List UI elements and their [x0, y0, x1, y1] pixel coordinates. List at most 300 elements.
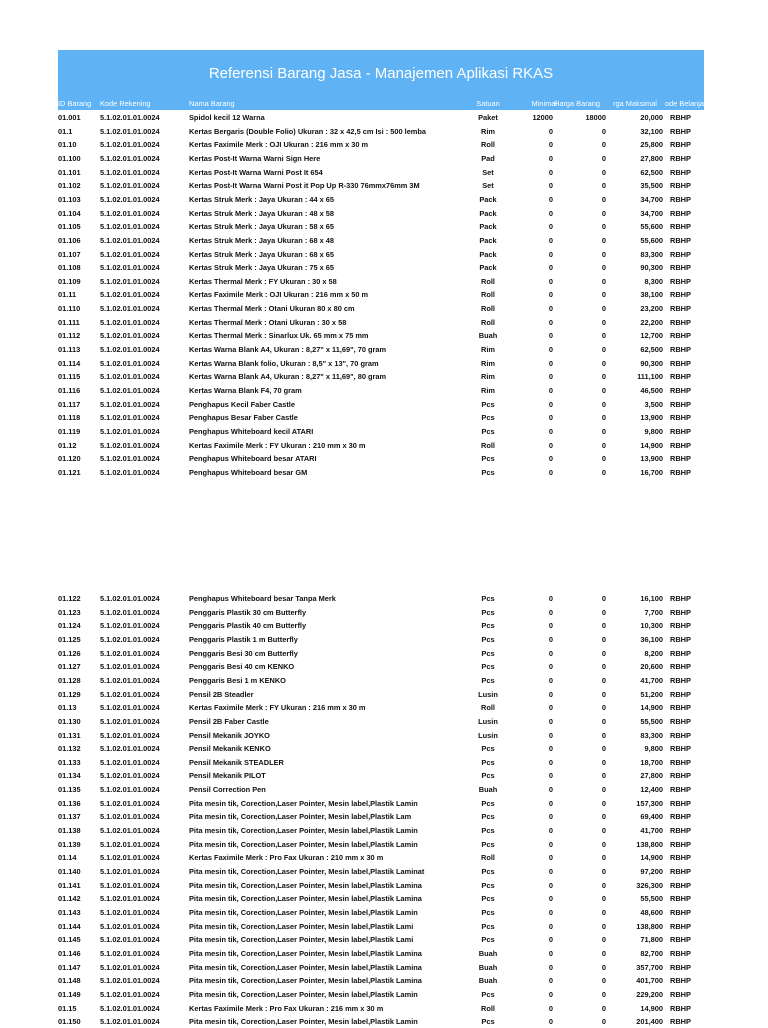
cell-satuan: Buah: [478, 962, 498, 972]
cell-kode-belanja: RBHP: [670, 962, 691, 972]
cell-satuan: Pcs: [481, 454, 495, 464]
cell-harga-barang: 0: [601, 454, 606, 464]
cell-id-barang: 01.141: [58, 880, 81, 890]
cell-kode-rekening: 5.1.02.01.01.0024: [100, 372, 160, 382]
header-satuan: Satuan: [476, 99, 500, 108]
cell-minimal: 0: [548, 989, 553, 999]
cell-kode-belanja: RBHP: [670, 358, 691, 368]
cell-minimal: 0: [548, 798, 553, 808]
cell-satuan: Pcs: [481, 621, 495, 631]
cell-nama-barang: Kertas Post-It Warna Warni Sign Here: [189, 153, 321, 163]
cell-minimal: 0: [548, 222, 553, 232]
cell-kode-rekening: 5.1.02.01.01.0024: [100, 249, 160, 259]
cell-harga-maksimal: 41,700: [640, 826, 663, 836]
cell-kode-belanja: RBHP: [670, 989, 691, 999]
cell-minimal: 0: [548, 689, 553, 699]
cell-id-barang: 01.126: [58, 648, 81, 658]
cell-harga-barang: 0: [601, 249, 606, 259]
cell-satuan: Pcs: [481, 467, 495, 477]
cell-satuan: Set: [482, 167, 494, 177]
cell-satuan: Pcs: [481, 989, 495, 999]
cell-id-barang: 01.10: [58, 140, 77, 150]
cell-nama-barang: Pensil Mekanik STEADLER: [189, 757, 284, 767]
cell-harga-maksimal: 27,800: [640, 771, 663, 781]
table-row: [58, 439, 704, 452]
cell-satuan: Roll: [481, 703, 495, 713]
cell-satuan: Pcs: [481, 744, 495, 754]
cell-minimal: 0: [548, 249, 553, 259]
cell-nama-barang: Pita mesin tik, Corection,Laser Pointer, Mesin label,Plastik Lam: [189, 812, 412, 822]
cell-harga-maksimal: 27,800: [640, 153, 663, 163]
cell-kode-belanja: RBHP: [670, 826, 691, 836]
cell-kode-rekening: 5.1.02.01.01.0024: [100, 798, 160, 808]
cell-kode-rekening: 5.1.02.01.01.0024: [100, 607, 160, 617]
cell-id-barang: 01.12: [58, 440, 77, 450]
cell-satuan: Lusin: [478, 689, 498, 699]
cell-kode-rekening: 5.1.02.01.01.0024: [100, 399, 160, 409]
cell-harga-maksimal: 14,900: [640, 440, 663, 450]
cell-nama-barang: Kertas Bergaris (Double Folio) Ukuran : 32 x 42,5 cm Isi : 500 lemba: [189, 126, 426, 136]
table-row: [58, 647, 704, 660]
cell-harga-barang: 0: [601, 853, 606, 863]
cell-satuan: Lusin: [478, 730, 498, 740]
cell-kode-rekening: 5.1.02.01.01.0024: [100, 345, 160, 355]
cell-satuan: Pcs: [481, 648, 495, 658]
cell-nama-barang: Pita mesin tik, Corection,Laser Pointer, Mesin label,Plastik Lami: [189, 935, 414, 945]
table-row: [58, 288, 704, 301]
cell-harga-maksimal: 32,100: [640, 126, 663, 136]
table-row: [58, 452, 704, 465]
cell-id-barang: 01.130: [58, 716, 81, 726]
cell-kode-belanja: RBHP: [670, 607, 691, 617]
cell-satuan: Pcs: [481, 798, 495, 808]
cell-id-barang: 01.119: [58, 426, 81, 436]
cell-nama-barang: Kertas Struk Merk : Jaya Ukuran : 44 x 65: [189, 194, 335, 204]
cell-nama-barang: Kertas Struk Merk : Jaya Ukuran : 68 x 48: [189, 235, 335, 245]
header-harga-maksimal: rga Maksimal: [613, 99, 657, 108]
cell-harga-maksimal: 20,600: [640, 662, 663, 672]
cell-satuan: Pcs: [481, 634, 495, 644]
cell-satuan: Lusin: [478, 716, 498, 726]
cell-id-barang: 01.117: [58, 399, 81, 409]
table-header: [58, 97, 704, 110]
cell-nama-barang: Pensil 2B Faber Castle: [189, 716, 269, 726]
cell-nama-barang: Pensil Mekanik KENKO: [189, 744, 271, 754]
cell-satuan: Buah: [478, 331, 498, 341]
cell-satuan: Rim: [481, 358, 495, 368]
cell-kode-rekening: 5.1.02.01.01.0024: [100, 454, 160, 464]
cell-minimal: 0: [548, 440, 553, 450]
cell-id-barang: 01.135: [58, 785, 81, 795]
cell-harga-maksimal: 157,300: [636, 798, 663, 808]
table-row: [58, 838, 704, 851]
cell-harga-barang: 0: [601, 744, 606, 754]
table-row: [58, 606, 704, 619]
cell-harga-barang: 0: [601, 894, 606, 904]
cell-kode-rekening: 5.1.02.01.01.0024: [100, 413, 160, 423]
cell-kode-belanja: RBHP: [670, 771, 691, 781]
cell-minimal: 0: [548, 894, 553, 904]
cell-harga-barang: 0: [601, 935, 606, 945]
table-row: [58, 207, 704, 220]
cell-nama-barang: Pita mesin tik, Corection,Laser Pointer, Mesin label,Plastik Lamin: [189, 826, 418, 836]
cell-id-barang: 01.113: [58, 345, 81, 355]
cell-minimal: 0: [548, 976, 553, 986]
cell-kode-belanja: RBHP: [670, 907, 691, 917]
cell-harga-barang: 0: [601, 263, 606, 273]
cell-harga-maksimal: 90,300: [640, 263, 663, 273]
cell-satuan: Pcs: [481, 594, 495, 603]
cell-harga-barang: 0: [601, 235, 606, 245]
cell-kode-rekening: 5.1.02.01.01.0024: [100, 1017, 160, 1027]
cell-harga-barang: 0: [601, 921, 606, 931]
cell-kode-rekening: 5.1.02.01.01.0024: [100, 621, 160, 631]
cell-harga-maksimal: 23,200: [640, 304, 663, 314]
cell-kode-rekening: 5.1.02.01.01.0024: [100, 894, 160, 904]
cell-satuan: Pack: [479, 222, 497, 232]
cell-id-barang: 01.110: [58, 304, 81, 314]
cell-kode-belanja: RBHP: [670, 454, 691, 464]
cell-harga-barang: 0: [601, 1003, 606, 1013]
table-row: [58, 193, 704, 206]
cell-harga-maksimal: 34,700: [640, 208, 663, 218]
cell-harga-maksimal: 401,700: [636, 976, 663, 986]
table-row: [58, 138, 704, 151]
cell-id-barang: 01.100: [58, 153, 81, 163]
table-row: [58, 329, 704, 342]
cell-satuan: Buah: [478, 785, 498, 795]
cell-harga-barang: 0: [601, 648, 606, 658]
cell-harga-barang: 0: [601, 140, 606, 150]
cell-nama-barang: Penghapus Whiteboard besar GM: [189, 467, 308, 477]
cell-minimal: 0: [548, 648, 553, 658]
cell-harga-maksimal: 48,600: [640, 907, 663, 917]
cell-kode-rekening: 5.1.02.01.01.0024: [100, 730, 160, 740]
cell-harga-maksimal: 16,100: [640, 594, 663, 603]
cell-harga-maksimal: 138,800: [636, 921, 663, 931]
cell-nama-barang: Kertas Struk Merk : Jaya Ukuran : 48 x 58: [189, 208, 335, 218]
cell-harga-maksimal: 25,800: [640, 140, 663, 150]
cell-minimal: 0: [548, 826, 553, 836]
cell-harga-barang: 0: [601, 812, 606, 822]
cell-kode-rekening: 5.1.02.01.01.0024: [100, 989, 160, 999]
cell-kode-rekening: 5.1.02.01.01.0024: [100, 867, 160, 876]
cell-id-barang: 01.11: [58, 290, 77, 300]
header-id-barang: ID Barang: [58, 99, 92, 108]
cell-minimal: 0: [548, 454, 553, 464]
cell-kode-rekening: 5.1.02.01.01.0024: [100, 976, 160, 986]
cell-harga-maksimal: 13,900: [640, 413, 663, 423]
cell-id-barang: 01.129: [58, 689, 81, 699]
cell-harga-maksimal: 82,700: [640, 948, 663, 958]
cell-nama-barang: Pita mesin tik, Corection,Laser Pointer, Mesin label,Plastik Lamin: [189, 1017, 418, 1027]
cell-id-barang: 01.149: [58, 989, 81, 999]
cell-kode-rekening: 5.1.02.01.01.0024: [100, 703, 160, 713]
cell-satuan: Roll: [481, 276, 495, 286]
table-row: [58, 466, 704, 479]
cell-satuan: Pcs: [481, 880, 495, 890]
cell-id-barang: 01.109: [58, 276, 81, 286]
cell-nama-barang: Penghapus Whiteboard besar Tanpa Merk: [189, 594, 336, 603]
cell-satuan: Roll: [481, 440, 495, 450]
cell-harga-barang: 0: [601, 1017, 606, 1027]
cell-id-barang: 01.121: [58, 467, 81, 477]
cell-harga-barang: 0: [601, 372, 606, 382]
cell-minimal: 0: [548, 757, 553, 767]
cell-kode-belanja: RBHP: [670, 853, 691, 863]
table-row: [58, 1015, 704, 1028]
cell-id-barang: 01.137: [58, 812, 81, 822]
cell-satuan: Pcs: [481, 894, 495, 904]
cell-kode-belanja: RBHP: [670, 867, 691, 876]
cell-minimal: 0: [548, 290, 553, 300]
cell-satuan: Pack: [479, 249, 497, 259]
cell-nama-barang: Pita mesin tik, Corection,Laser Pointer, Mesin label,Plastik Lamin: [189, 839, 418, 849]
cell-harga-maksimal: 13,900: [640, 454, 663, 464]
cell-harga-barang: 0: [601, 290, 606, 300]
table-row: [58, 370, 704, 383]
cell-harga-maksimal: 357,700: [636, 962, 663, 972]
cell-nama-barang: Penghapus Whiteboard kecil ATARI: [189, 426, 314, 436]
cell-kode-rekening: 5.1.02.01.01.0024: [100, 594, 160, 603]
cell-kode-rekening: 5.1.02.01.01.0024: [100, 208, 160, 218]
table-row: [58, 701, 704, 714]
cell-satuan: Pcs: [481, 921, 495, 931]
cell-harga-barang: 0: [601, 785, 606, 795]
cell-minimal: 0: [548, 730, 553, 740]
cell-id-barang: 01.14: [58, 853, 77, 863]
cell-harga-maksimal: 36,100: [640, 634, 663, 644]
cell-satuan: Pcs: [481, 399, 495, 409]
cell-harga-barang: 0: [601, 867, 606, 876]
cell-harga-maksimal: 14,900: [640, 853, 663, 863]
table-row: [58, 1002, 704, 1015]
table-row: [58, 906, 704, 919]
cell-harga-maksimal: 9,800: [644, 426, 663, 436]
cell-id-barang: 01.146: [58, 948, 81, 958]
cell-satuan: Roll: [481, 853, 495, 863]
cell-kode-belanja: RBHP: [670, 1017, 691, 1027]
cell-nama-barang: Kertas Faximile Merk : OJI Ukuran : 216 mm x 30 m: [189, 140, 369, 150]
cell-kode-rekening: 5.1.02.01.01.0024: [100, 440, 160, 450]
cell-nama-barang: Kertas Post-It Warna Warni Post It 654: [189, 167, 323, 177]
cell-kode-belanja: RBHP: [670, 372, 691, 382]
table-row: [58, 261, 704, 274]
cell-minimal: 0: [548, 317, 553, 327]
cell-id-barang: 01.102: [58, 181, 81, 191]
table-row: [58, 111, 704, 124]
cell-minimal: 0: [548, 331, 553, 341]
cell-harga-maksimal: 16,700: [640, 467, 663, 477]
cell-harga-barang: 0: [601, 386, 606, 395]
cell-kode-belanja: RBHP: [670, 153, 691, 163]
cell-satuan: Set: [482, 181, 494, 191]
cell-kode-rekening: 5.1.02.01.01.0024: [100, 222, 160, 232]
cell-kode-rekening: 5.1.02.01.01.0024: [100, 467, 160, 477]
cell-minimal: 12000: [532, 113, 553, 122]
cell-harga-maksimal: 62,500: [640, 345, 663, 355]
cell-harga-barang: 0: [601, 703, 606, 713]
cell-kode-belanja: RBHP: [670, 194, 691, 204]
cell-satuan: Pcs: [481, 826, 495, 836]
cell-minimal: 0: [548, 812, 553, 822]
cell-kode-belanja: RBHP: [670, 345, 691, 355]
cell-kode-rekening: 5.1.02.01.01.0024: [100, 839, 160, 849]
cell-nama-barang: Pensil 2B Steadler: [189, 689, 254, 699]
cell-minimal: 0: [548, 1017, 553, 1027]
cell-kode-rekening: 5.1.02.01.01.0024: [100, 935, 160, 945]
cell-kode-rekening: 5.1.02.01.01.0024: [100, 317, 160, 327]
cell-harga-maksimal: 3,500: [644, 399, 663, 409]
cell-kode-belanja: RBHP: [670, 976, 691, 986]
cell-kode-belanja: RBHP: [670, 716, 691, 726]
cell-nama-barang: Pita mesin tik, Corection,Laser Pointer, Mesin label,Plastik Lamin: [189, 907, 418, 917]
cell-minimal: 0: [548, 594, 553, 603]
cell-harga-maksimal: 20,000: [640, 113, 663, 122]
cell-satuan: Pcs: [481, 812, 495, 822]
cell-nama-barang: Kertas Faximile Merk : OJI Ukuran : 216 mm x 50 m: [189, 290, 369, 300]
cell-kode-rekening: 5.1.02.01.01.0024: [100, 235, 160, 245]
cell-kode-belanja: RBHP: [670, 399, 691, 409]
cell-id-barang: 01.15: [58, 1003, 77, 1013]
cell-kode-belanja: RBHP: [670, 935, 691, 945]
cell-nama-barang: Pita mesin tik, Corection,Laser Pointer, Mesin label,Plastik Lamina: [189, 976, 422, 986]
cell-kode-rekening: 5.1.02.01.01.0024: [100, 812, 160, 822]
table-row: [58, 851, 704, 864]
cell-satuan: Roll: [481, 290, 495, 300]
cell-kode-belanja: RBHP: [670, 440, 691, 450]
cell-satuan: Pcs: [481, 662, 495, 672]
cell-id-barang: 01.150: [58, 1017, 81, 1027]
cell-harga-barang: 0: [601, 634, 606, 644]
cell-kode-belanja: RBHP: [670, 621, 691, 631]
cell-harga-maksimal: 62,500: [640, 167, 663, 177]
cell-harga-barang: 0: [601, 345, 606, 355]
cell-minimal: 0: [548, 634, 553, 644]
cell-satuan: Rim: [481, 126, 495, 136]
cell-harga-barang: 0: [601, 153, 606, 163]
cell-harga-barang: 0: [601, 594, 606, 603]
cell-satuan: Pcs: [481, 426, 495, 436]
cell-kode-rekening: 5.1.02.01.01.0024: [100, 304, 160, 314]
cell-kode-belanja: RBHP: [670, 757, 691, 767]
cell-minimal: 0: [548, 126, 553, 136]
cell-minimal: 0: [548, 771, 553, 781]
cell-kode-rekening: 5.1.02.01.01.0024: [100, 113, 160, 122]
cell-nama-barang: Kertas Thermal Merk : Sinarlux Uk. 65 mm x 75 mm: [189, 331, 369, 341]
cell-kode-rekening: 5.1.02.01.01.0024: [100, 744, 160, 754]
cell-harga-maksimal: 97,200: [640, 867, 663, 876]
cell-harga-maksimal: 35,500: [640, 181, 663, 191]
cell-minimal: 0: [548, 662, 553, 672]
cell-kode-belanja: RBHP: [670, 839, 691, 849]
cell-nama-barang: Pensil Mekanik PILOT: [189, 771, 266, 781]
cell-id-barang: 01.103: [58, 194, 81, 204]
table-row: [58, 974, 704, 987]
cell-id-barang: 01.127: [58, 662, 81, 672]
cell-minimal: 0: [548, 345, 553, 355]
cell-harga-maksimal: 8,200: [644, 648, 663, 658]
cell-nama-barang: Kertas Thermal Merk : Otani Ukuran : 30 x 58: [189, 317, 347, 327]
cell-kode-rekening: 5.1.02.01.01.0024: [100, 1003, 160, 1013]
cell-satuan: Pad: [481, 153, 495, 163]
cell-kode-belanja: RBHP: [670, 921, 691, 931]
header-nama-barang: Nama Barang: [189, 99, 235, 108]
cell-minimal: 0: [548, 304, 553, 314]
cell-harga-maksimal: 55,600: [640, 222, 663, 232]
header-kode-belanja: ode Belanja: [665, 99, 704, 108]
cell-id-barang: 01.115: [58, 372, 81, 382]
cell-harga-maksimal: 111,100: [637, 372, 663, 382]
cell-kode-belanja: RBHP: [670, 249, 691, 259]
cell-satuan: Pcs: [481, 1017, 495, 1027]
cell-nama-barang: Penggaris Plastik 40 cm Butterfly: [189, 621, 307, 631]
cell-minimal: 0: [548, 1003, 553, 1013]
cell-minimal: 0: [548, 853, 553, 863]
cell-id-barang: 01.105: [58, 222, 81, 232]
cell-kode-belanja: RBHP: [670, 662, 691, 672]
cell-id-barang: 01.136: [58, 798, 81, 808]
cell-kode-rekening: 5.1.02.01.01.0024: [100, 167, 160, 177]
cell-kode-belanja: RBHP: [670, 894, 691, 904]
cell-id-barang: 01.128: [58, 675, 81, 685]
cell-id-barang: 01.118: [58, 413, 81, 423]
cell-harga-barang: 0: [601, 167, 606, 177]
cell-kode-rekening: 5.1.02.01.01.0024: [100, 126, 160, 136]
cell-kode-belanja: RBHP: [670, 812, 691, 822]
cell-minimal: 0: [548, 263, 553, 273]
cell-kode-rekening: 5.1.02.01.01.0024: [100, 290, 160, 300]
table-row: [58, 316, 704, 329]
cell-harga-barang: 0: [601, 757, 606, 767]
cell-minimal: 0: [548, 607, 553, 617]
cell-harga-maksimal: 83,300: [640, 730, 663, 740]
cell-satuan: Pcs: [481, 935, 495, 945]
cell-minimal: 0: [548, 140, 553, 150]
cell-kode-belanja: RBHP: [670, 317, 691, 327]
cell-kode-belanja: RBHP: [670, 675, 691, 685]
cell-kode-belanja: RBHP: [670, 594, 691, 603]
table-row: [58, 275, 704, 288]
cell-harga-barang: 0: [601, 621, 606, 631]
cell-satuan: Pcs: [481, 867, 495, 876]
cell-satuan: Pack: [479, 194, 497, 204]
cell-harga-barang: 0: [601, 771, 606, 781]
cell-kode-belanja: RBHP: [670, 113, 691, 122]
cell-nama-barang: Penggaris Plastik 1 m Butterfly: [189, 634, 298, 644]
cell-harga-maksimal: 34,700: [640, 194, 663, 204]
cell-nama-barang: Spidol kecil 12 Warna: [189, 113, 265, 122]
cell-kode-rekening: 5.1.02.01.01.0024: [100, 907, 160, 917]
cell-id-barang: 01.114: [58, 358, 81, 368]
table-row: [58, 892, 704, 905]
cell-harga-maksimal: 22,200: [640, 317, 663, 327]
cell-kode-belanja: RBHP: [670, 276, 691, 286]
table-row: [58, 152, 704, 165]
cell-kode-belanja: RBHP: [670, 880, 691, 890]
table-row: [58, 411, 704, 424]
table-row: [58, 166, 704, 179]
cell-kode-belanja: RBHP: [670, 730, 691, 740]
table-row: [58, 729, 704, 742]
cell-id-barang: 01.107: [58, 249, 81, 259]
cell-kode-rekening: 5.1.02.01.01.0024: [100, 853, 160, 863]
cell-harga-maksimal: 46,500: [640, 386, 663, 395]
cell-kode-rekening: 5.1.02.01.01.0024: [100, 785, 160, 795]
table-row: [58, 920, 704, 933]
cell-harga-maksimal: 55,600: [640, 235, 663, 245]
table-row: [58, 425, 704, 438]
